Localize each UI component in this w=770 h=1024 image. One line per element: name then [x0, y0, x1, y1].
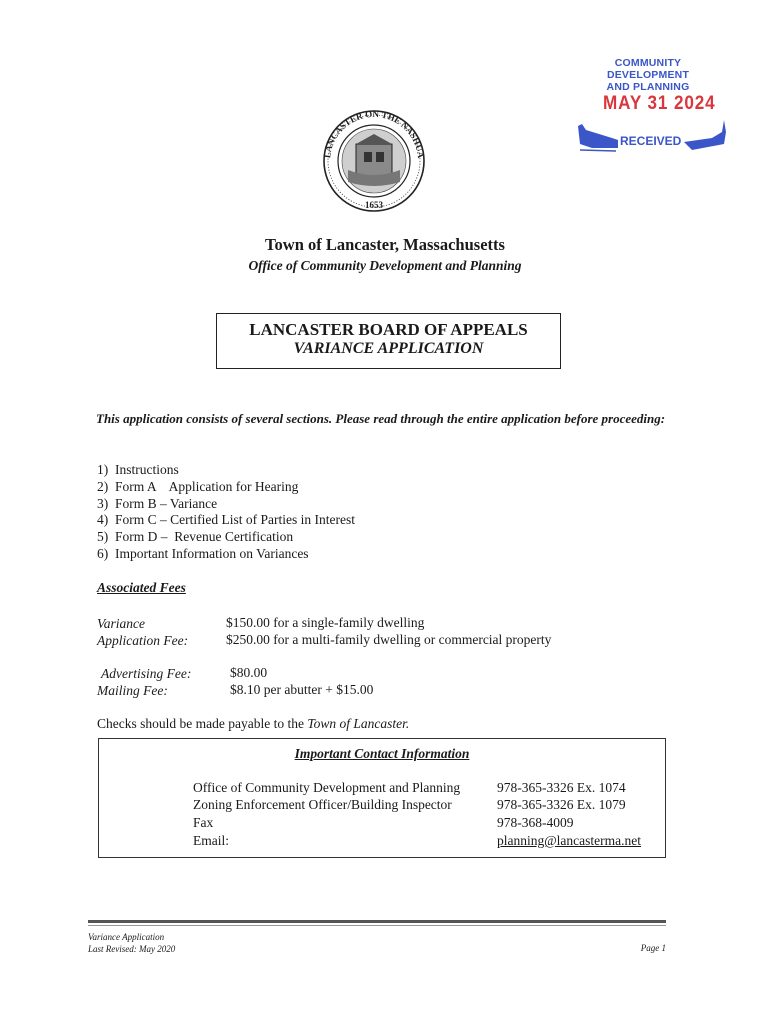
list-item: 4) Form C – Certified List of Parties in Interest — [97, 512, 355, 528]
checks-payee: Town of Lancaster. — [307, 716, 410, 731]
contact-name: Office of Community Development and Planning — [193, 780, 461, 795]
contact-heading: Important Contact Information — [294, 746, 470, 761]
mailing-fee-value: $8.10 per abutter + $15.00 — [230, 682, 374, 697]
advertising-fee-value: $80.00 — [230, 665, 268, 680]
variance-fee-single: $150.00 for a single-family dwelling — [226, 615, 425, 630]
contact-info-box — [98, 738, 666, 858]
footer-page-number: Page 1 — [640, 943, 666, 953]
mailing-fee-label: Mailing Fee: — [97, 683, 168, 698]
checks-prefix: Checks should be made payable to the — [97, 716, 308, 731]
document-title-box — [216, 313, 561, 369]
intro-paragraph: This application consists of several sections. Please read through the entire application before proceeding: — [96, 411, 666, 426]
contact-email-link[interactable]: planning@lancasterma.net — [497, 833, 642, 848]
stamp-department-line1: COMMUNITY DEVELOPMENT — [606, 57, 690, 81]
received-stamp-department — [578, 57, 718, 93]
board-title: LANCASTER BOARD OF APPEALS — [249, 320, 528, 339]
variance-fee-label-line2: Application Fee: — [97, 633, 189, 648]
variance-fee-label-line1: Variance — [97, 616, 145, 631]
contact-name: Zoning Enforcement Officer/Building Inspector — [193, 797, 452, 812]
received-stamp-banner — [572, 118, 728, 158]
stamp-department-line2: AND PLANNING — [606, 81, 690, 93]
footer-rule-thin — [88, 925, 666, 926]
contact-phone: 978-365-3326 Ex. 1079 — [497, 797, 626, 812]
list-item: 1) Instructions — [97, 462, 179, 477]
application-title: VARIANCE APPLICATION — [293, 340, 484, 357]
footer-rule — [88, 920, 666, 923]
contact-name: Email: — [193, 833, 229, 848]
variance-fee-multi: $250.00 for a multi-family dwelling or commercial property — [226, 632, 552, 647]
list-item: 3) Form B – Variance — [97, 495, 218, 511]
list-item: 5) Form D – Revenue Certification — [97, 529, 294, 545]
stamp-received-text: RECEIVED — [620, 134, 682, 148]
footer-revised: Last Revised: May 2020 — [88, 944, 176, 954]
checks-payable-note — [97, 716, 409, 732]
contact-phone: 978-365-3326 Ex. 1074 — [497, 780, 626, 795]
footer-doc-name: Variance Application — [88, 932, 165, 942]
town-seal — [304, 108, 444, 214]
footer-doc-info — [88, 931, 175, 955]
fees-heading: Associated Fees — [97, 580, 186, 595]
town-name: Town of Lancaster, Massachusetts — [265, 235, 505, 254]
sections-list — [97, 462, 355, 563]
received-stamp-date: MAY 31 2024 — [603, 93, 716, 114]
contact-fax: 978-368-4009 — [497, 815, 574, 830]
advertising-fee-label: Advertising Fee: — [101, 666, 192, 681]
contact-name: Fax — [193, 815, 214, 830]
list-item: 6) Important Information on Variances — [97, 545, 309, 561]
office-name: Office of Community Development and Planning — [248, 258, 522, 273]
seal-top-text: LANCASTER ON THE NASHUA — [322, 108, 426, 159]
seal-year: 1653 — [365, 200, 383, 210]
list-item: 2) Form A Application for Hearing — [97, 478, 299, 494]
